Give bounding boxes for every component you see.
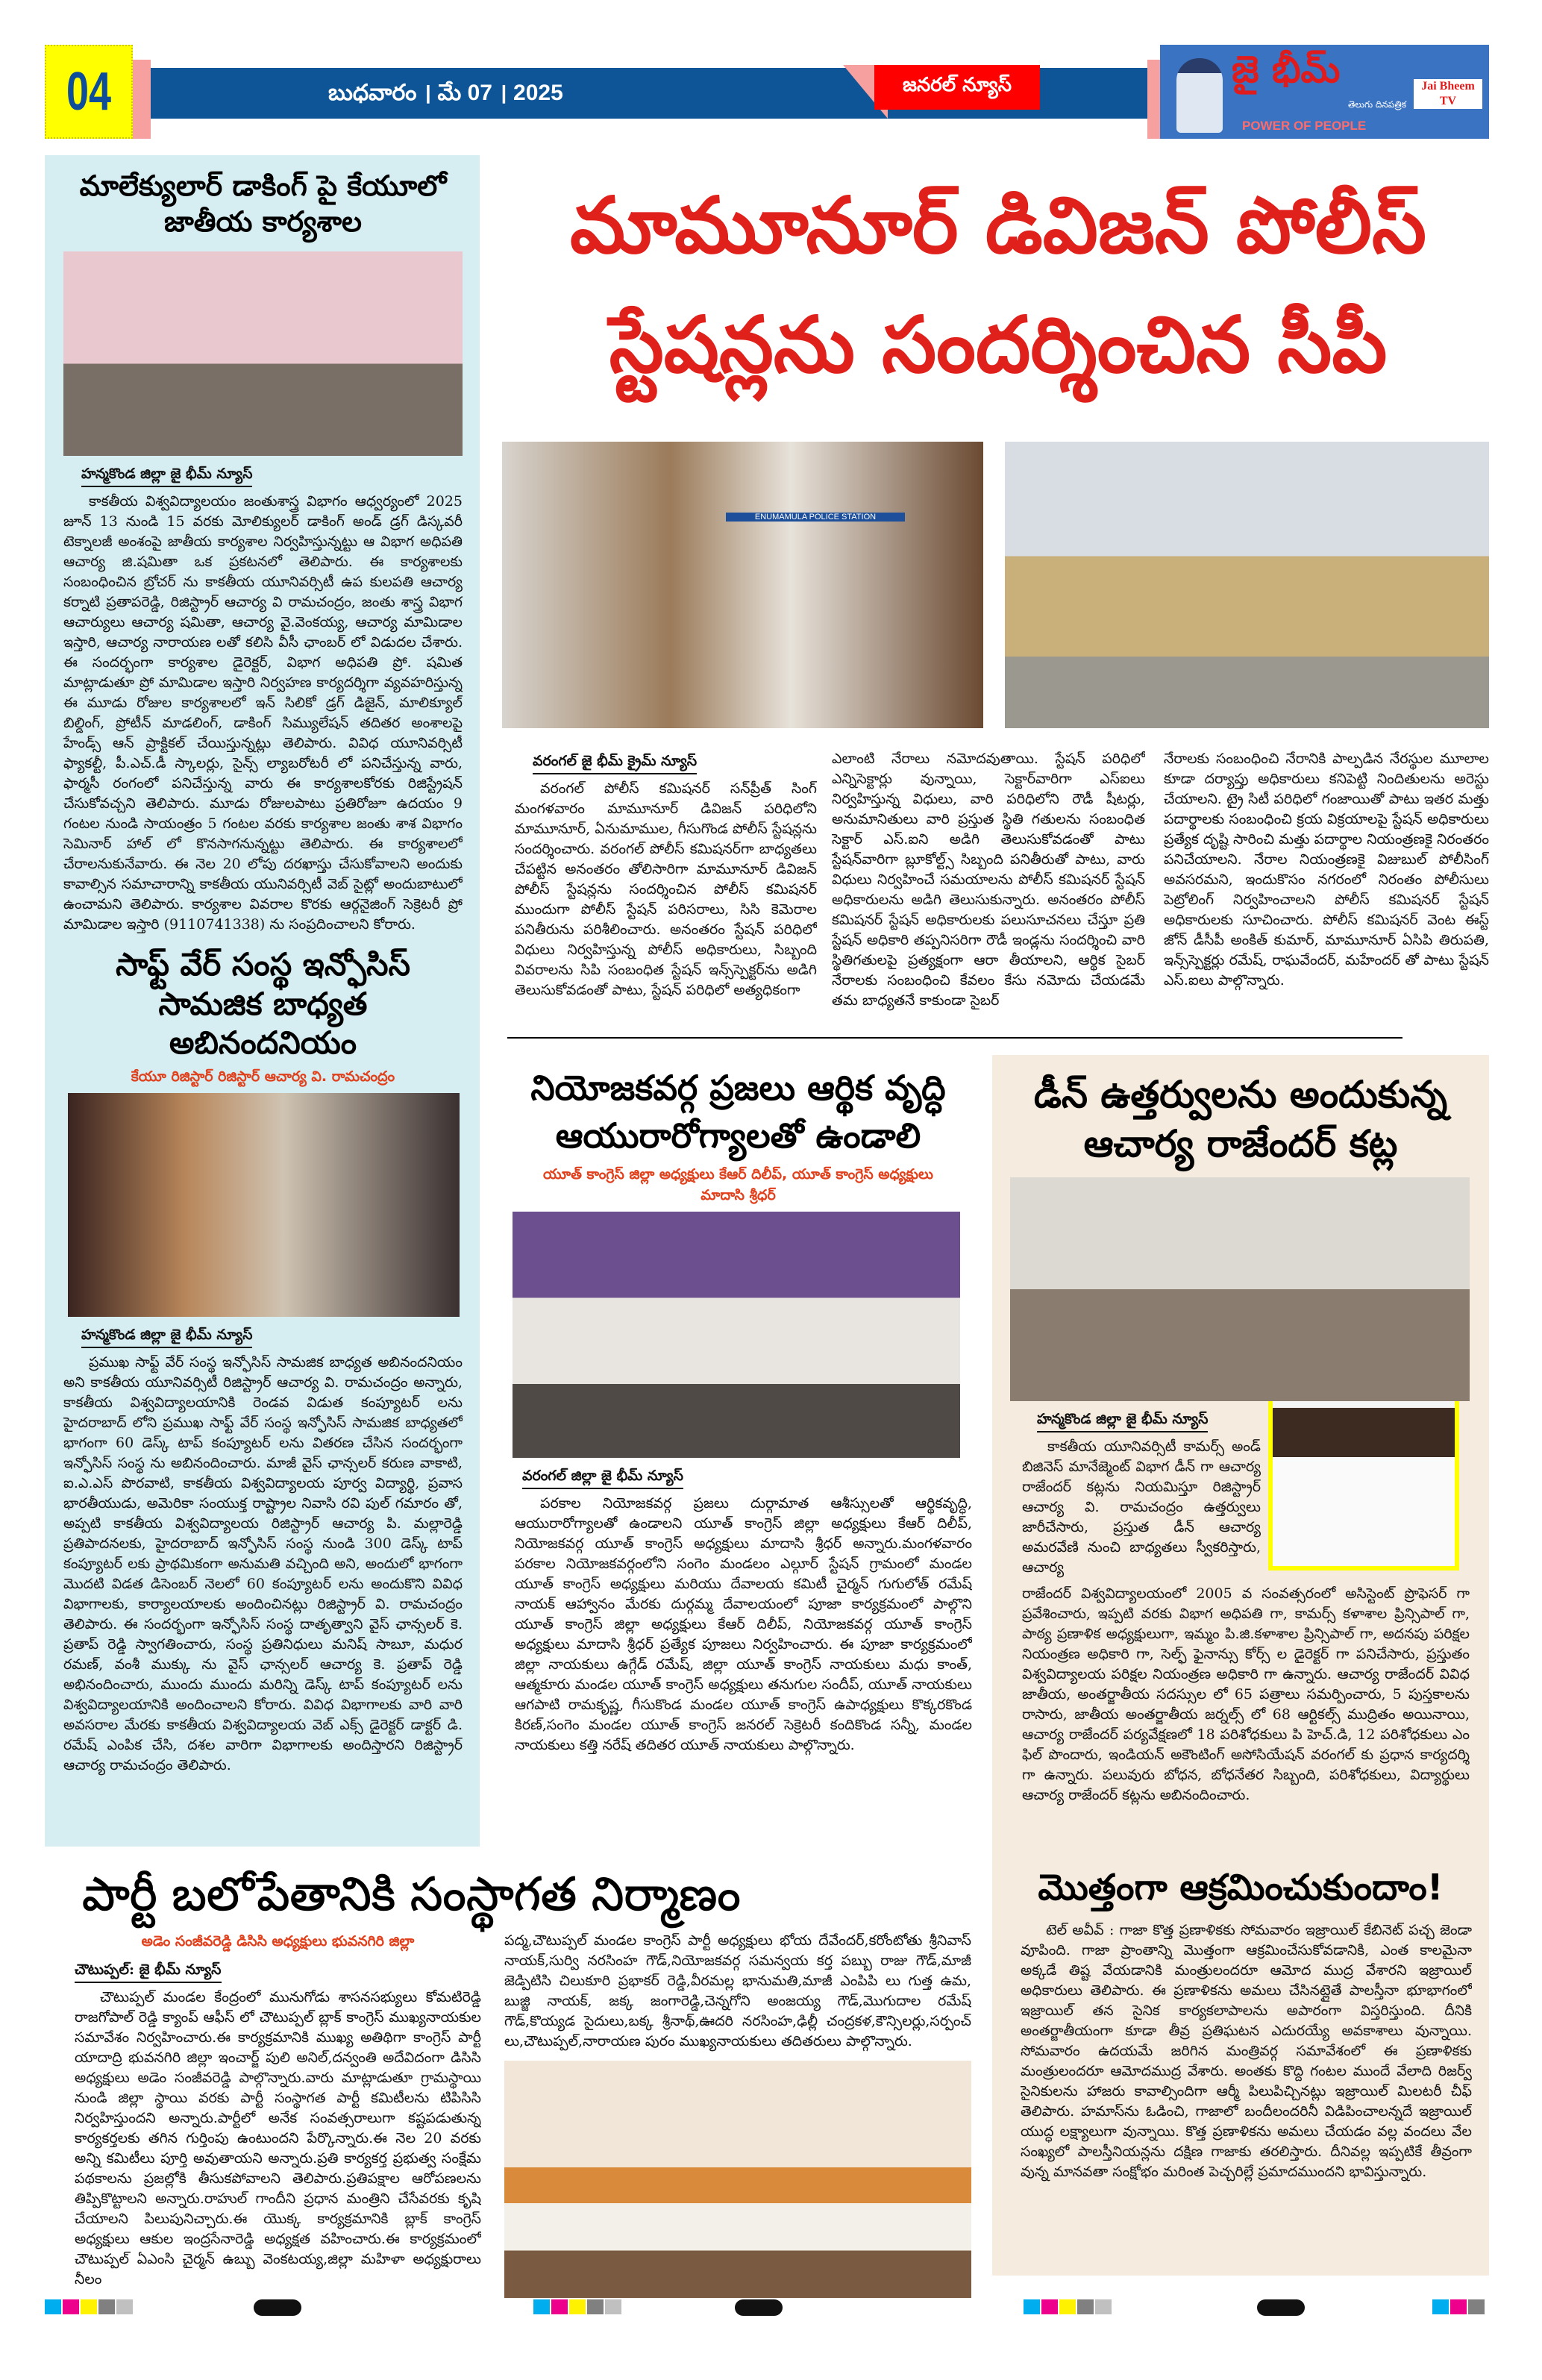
cp-outdoor-photo — [1005, 442, 1489, 728]
tv-logo: Jai Bheem TV — [1414, 79, 1482, 109]
left-column-content — [63, 169, 463, 1840]
dean-body-narrow: కాకతీయ యూనివర్సిటీ కామర్స్ అండ్ బిజినెస్ మానేజ్మెంట్ విభాగ డీన్ గా ఆచార్య రాజేందర్ కట్లను నియమిస్తూ రిజిస్ట్రార్ ఆచార్య వి. రామచంద్రం ఉత్తర్వులు జారీచేసారు, ప్రస్తుత డీన్ ఆచార్య అమరవేణి నుంచి బాధ్యతలు స్వీకరిస్తారు, ఆచార్య — [1022, 1438, 1261, 1576]
ambedkar-portrait — [1176, 58, 1223, 133]
dean-text-area — [1000, 1401, 1482, 1849]
page-number: 04 — [66, 62, 112, 122]
date-text: బుధవారం । మే 07 । 2025 — [328, 81, 563, 105]
party-meeting-photo — [504, 2061, 971, 2299]
logo-tagline: తెలుగు దినపత్రిక — [1347, 99, 1406, 110]
color-bar-1 — [45, 2299, 134, 2317]
page-number-tab — [133, 60, 151, 139]
youth-congress-subhead: యూత్ కాంగ్రెస్ జిల్లా అధ్యక్షులు కేఆర్ దిలీప్, యూత్ కాంగ్రెస్ అధ్యక్షులు మాదాసి శ్రీధర్ — [543, 1166, 933, 1203]
youth-congress-photo — [513, 1212, 960, 1458]
gaza-body: టెల్ అవీవ్ : గాజా కొత్త ప్రణాళికకు సోమవారం ఇజ్రాయిల్ కేబినెట్ పచ్చ జెండా వూపింది. గాజా ప్రాంతాన్ని మొత్తంగా ఆక్రమించేసుకోవడానికి, ఎంత కాలమైనా అక్కడే తిష్ట వేయడానికి మంత్రులందరూ ఆమోద ముద్ర వేశారని ఇజ్రాయిల్ అధికారులు తెలిపారు. ఈ ప్రణాళికను అమలు చేసినట్లైతే పాలస్తీనా భూభాగంలో ఇజ్రాయిల్ తన సైనిక కార్యకలాపాలను అపారంగా విస్తరిస్తుంది. దీనికి అంతర్జాతీయంగా కూడా తీవ్ర ప్రతిఘటన ఎదురయ్యే అవకాశాలు వున్నాయి. సోమవారం ఉదయమే జరిగిన మంత్రివర్గ సమావేశంలో ఈ ప్రణాళికకు మంత్రులందరూ ఆమోదముద్ర వేశారు. అంతకు కొద్ది గంటల ముందే వేలాది రిజర్వ్ సైనికులను హాజరు కావాల్సిందిగా ఆర్మీ పిలుపిచ్చినట్లు ఇజ్రాయిల్ మిలటరీ చీఫ్ తెలిపారు. హమాస్‌ను ఓడించి, గాజాలో బందీలందరినీ విడిపించాలన్నదే ఇజ్రాయిల్ యుద్ధ లక్ష్యాలుగా వున్నాయి. కొత్త ప్రణాళికను అమలు చేయడం వల్ల వందలు వేల సంఖ్యలో పాలస్తీనియన్లను దక్షిణ గాజాకు తరలిస్తారు. దీనివల్ల ఇప్పటికే తీవ్రంగా వున్న మానవతా సంక్షోభం మరింత పెచ్చరిల్లే ప్రమాదముందని భావిస్తున్నారు. — [1021, 1922, 1472, 2180]
crime-body-col3: నేరాలకు సంబంధించి నేరానికి పాల్పడిన నేరస్థుల మూలాల కూడా దర్యాప్తు అధికారులు కనిపెట్టి నిందితులను అరెస్టు చేయాలని. ట్రై సిటీ పరిధిలో గంజాయితో పాటు ఇతర మత్తు పదార్థాలకు సంబంధించి క్రయ విక్రయాలపై స్టేషన్ అధికారులు ప్రత్యేక దృష్టి సారించి మత్తు పదార్థాల నియంత్రణకై నిరంతరం పనిచేయాలని. నేరాల నియంత్రణకై విజుబుల్ పోలీసింగ్ అవసరమని, ఇందుకొసం నగరంలో నిరంతం పోలీసులు పెట్రోలింగ్ నిర్వహించాలని పోలీస్ కమిషనర్ స్టేషన్ అధికారులకు సూచించారు. పోలీస్ కమిషనర్ వెంట ఈస్ట్ జోన్ డీసీపీ అంకిత్ కుమార్, మామూనూర్ ఏసిపి తిరుపతి, ఇన్స్‌స్పెక్టర్లు రమేష్, రాఘవేందర్, మహేందర్ తో పాటు స్టేషన్ ఎస్.ఐలు పాల్గొన్నారు. — [1164, 751, 1489, 989]
crime-body-col1: వరంగల్ పోలీస్ కమిషనర్ సన్‌ప్రీత్ సింగ్ మంగళవారం మామూనూర్ డివిజన్ పరిధిలోని మామూనూర్, ఏనుమాముల, గీసుగొండ పోలీస్ స్టేషన్లను సందర్శించారు. వరంగల్ పోలీస్ కమిషనర్‌గా బాధ్యతలు చేపట్టిన అనంతరం తోలిసారిగా మామూనూర్ డివిజన్ పోలీస్ స్టేషన్లను సందర్శించిన పోలీస్ కమిషనర్ ముందుగా పోలీస్ స్టేషన్ పరిసరాలు, సిసి కెమెరాల పనితీరును పరిశీలించారు. అనంతరం స్టేషన్ పరిధిలో విధులు నిర్వహిస్తున్న పోలీస్ అధికారులు, సిబ్బంది వివరాలను సిపి సంబంధిత స్టేషన్ ఇన్స్‌స్పెక్టర్‌ను అడిగి తెలుసుకోవడంతో పాటు, స్టేషన్ పరిధిలో అత్యధికంగా — [515, 780, 817, 998]
color-bar-4 — [1432, 2299, 1486, 2317]
workshop-photo — [63, 251, 463, 456]
dean-byline: హన్మకొండ జిల్లా జై భీమ్ న్యూస్ — [1037, 1410, 1208, 1432]
infosys-byline: హన్మకొండ జిల్లా జై భీమ్ న్యూస్ — [81, 1326, 252, 1348]
color-bar-3 — [1024, 2299, 1113, 2317]
workshop-headline: మాలేక్యులార్ డాకింగ్ పై కేయూలో జాతీయ కార్యశాల — [79, 169, 447, 238]
color-bar-2 — [533, 2299, 623, 2317]
police-station-sign: ENUMAMULA POLICE STATION — [726, 513, 905, 522]
crime-byline: వరంగల్ జై భీమ్ క్రైమ్ న్యూస్ — [533, 752, 697, 774]
party-body-col2: పద్మ,చౌటుప్పల్ మండల కాంగ్రెస్ పార్టీ అధ్యక్షులు భోయ దేవేందర్,కరోంటోతు శ్రీనివాస్ నాయక్,సుర్వి నరసింహ గౌడ్,నియోజకవర్గ సమన్వయ కర్త పబ్బు రాజు గౌడ్,మాజీ జెడ్పిటిసి చిలుకూరి ప్రభాకర్ రెడ్డి,వీరమల్ల భానుమతి,మాజీ ఎంపిపి లు గుత్త ఉమ, బుజ్జి నాయక్, జక్క జంగారెడ్డి,చెన్నగోని అంజయ్య గౌడ్,మొగుదాల రమేష్ గౌడ్,కొయ్యడ సైదులు,బక్క శ్రీనాథ్,ఊదరి నరసింహ,ఢిల్లీ చంద్రకళ,కౌన్సిలర్లు,సర్పంచ్ లు,చౌటుప్పల్,నారాయణ పురం ముఖ్యనాయకులు తదితరులు పాల్గొన్నారు. — [504, 1932, 971, 2049]
page-number-box — [45, 45, 133, 139]
dean-order-photo — [1010, 1177, 1470, 1401]
main-headline: మామూనూర్ డివిజన్ పోలీస్ స్టేషన్లను సందర్శించిన సీపీ — [569, 180, 1427, 390]
gaza-headline: మొత్తంగా ఆక్రమించుకుందాం! — [1038, 1867, 1444, 1908]
party-subhead: అడెం సంజీవరెడ్డి డిసిసి అధ్యక్షులు భువనగిరి జిల్లా — [141, 1932, 415, 1950]
party-article — [75, 1865, 971, 2298]
youth-congress-body: పరకాల నియోజకవర్గ ప్రజలు దుర్గామాత ఆశీస్సులతో ఆర్థికవృద్ధి, ఆయురారోగ్యాలతో ఉండాలని యూత్ కాంగ్రెస్ జిల్లా అధ్యక్షులు కేఆర్ దిలీప్, నియోజకవర్గ యూత్ కాంగ్రెస్ అధ్యక్షులు మాదాసి శ్రీధర్ అన్నారు.మంగళవారం పరకాల నియోజకవర్గంలోని సంగెం మండలం ఎల్గూర్ స్టేషన్ గ్రామంలో మండల యూత్ కాంగ్రెస్ అధ్యక్షులు మరియు దేవాలయ కమిటీ చైర్మన్ గుగులోత్ రమేష్ నాయక్ ఆహ్వానం మేరకు దుర్గమ్మ దేవాలయంలో పూజా కార్యక్రమంలో పాల్గొని యూత్ కాంగ్రెస్ జిల్లా అధ్యక్షులు కేఆర్ దిలీప్, నియోజకవర్గ యూత్ కాంగ్రెస్ అధ్యక్షులు మాదాసి శ్రీధర్ ప్రత్యేక పూజలు నిర్వహించారు. ఈ పూజా కార్యక్రమంలో జిల్లా నాయకులు ఉగ్గేడ్ రమేష్, జిల్లా యూత్ కాంగ్రెస్ నాయకులు మధు కాంత్, ఆత్మకూరు మండల యూత్ కాంగ్రెస్ అధ్యక్షులు తనుగుల సందీప్, యూత్ నాయకులు ఆగపాటి రామకృష్ణ, గీసుకొండ మండల యూత్ కాంగ్రెస్ ఉపాధ్యక్షులు కొక్కరకొండ కిరణ్,సంగెం మండల యూత్ కాంగ్రెస్ జనరల్ సెక్రెటరీ కందికొండ సన్నీ, మండల నాయకులు కత్తి నరేష్ తదితర యూత్ నాయకులు పాల్గొన్నారు. — [515, 1495, 972, 1753]
youth-congress-byline: వరంగల్ జిల్లా జై భీమ్ న్యూస్ — [522, 1467, 683, 1489]
divider — [507, 1037, 1402, 1039]
logo-english: POWER OF PEOPLE — [1242, 119, 1367, 133]
registration-mark-3 — [1257, 2299, 1305, 2316]
section-tag — [874, 65, 1040, 110]
youth-congress-headline: నియోజకవర్గ ప్రజలు ఆర్థిక వృద్ధి ఆయురారోగ్యాలతో ఉండాలి — [530, 1068, 946, 1156]
party-headline: పార్టీ బలోపేతానికి సంస్థాగత నిర్మాణం — [82, 1867, 741, 1921]
infosys-body: ప్రముఖ సాఫ్ట్ వేర్ సంస్థ ఇన్ఫోసిస్ సామజిక బాధ్యత అబినందనియం అని కాకతీయ యూనివర్సిటీ రిజిస్ట్రార్ ఆచార్య వి. రామచంద్రం అన్నారు, కాకతీయ విశ్వవిద్యాలయానికి రెండవ విడుత కంప్యూటర్ లను హైదరాబాద్ లోని ప్రముఖ సాఫ్ట్ వేర్ సంస్థ ఇన్ఫోసిస్ సామజిక బాధ్యతలో భాగంగా 60 డెస్క్ టాప్ కంప్యూటర్ లను వితరణ చేసిన సందర్భంగా ఇన్ఫోసిస్ సంస్థ ను అబినందించారు. మాజీ వైస్ ఛాన్సలర్ కరుణ వాకాటి, ఐ.ఎ.ఎస్ పొరవాటి, కాకతీయ విశ్వవిద్యాలయ పూర్వ విద్యార్థి, ప్రవాస భారతీయుడు, అమెరికా సంయుక్త రాష్ట్రాల నివాసి రవి పుల్ గమారం తో, అప్పటి కాకతీయ విశ్వవిద్యాలయ రిజిస్ట్రార్ ఆచార్య పి. మల్లారెడ్డి ప్రతిపాదనలకు, హైదరాబాద్ ఇన్ఫోసిస్ సంస్థ నుండి 300 డెస్క్ టాప్ కంప్యూటర్ లకు ప్రాథమికంగా అనుమతి వచ్చింది అని, అందులో భాగంగా మొదటి విడత డిసెంబర్ నెలలో 60 కంప్యూటర్ లను అందుకొని వివిధ విభాగాలకు, కార్యాలయాలకు అందించినట్లు రిజిస్ట్రార్ వి. రామచంద్రం తెలిపారు. ఈ సందర్భంగా ఇన్ఫోసిస్ సంస్థ దాతృత్వాని వైస్ ఛాన్సలర్ కె. ప్రతాప్ రెడ్డి స్వాగతించారు, సంస్థ ప్రతినిధులు మనిష్ సాబూ, మధుర రమణ్, వంశీ ముక్కు ను వైస్ ఛాన్సలర్ ఆచార్య కె. ప్రతాప్ రెడ్డి అభినందించారు, ముందు ముందు మరిన్ని డెస్క్ టాప్ కంప్యూటర్ లను విశ్వవిద్యాలయానికి అందించాలని కోరారు. వివిధ విభాగాలకు వారి వారి అవసరాల మేరకు కాకతీయ విశ్వవిద్యాలయ వెబ్ ఎక్స్ డైరెక్టర్ డాక్టర్ డి. రమేష్ ఎంపిక చేసి, దశల వారిగా విభాగాలకు అందిస్తారని రిజిస్ట్రార్ ఆచార్య రామచంద్రం తెలిపారు. — [63, 1353, 463, 1773]
masthead-logo — [1160, 45, 1489, 139]
party-body-col1: చౌటుప్పల్ మండల కేంద్రంలో మునుగోడు శాసనసభ్యులు కోమటిరెడ్డి రాజగోపాల్ రెడ్డి క్యాంప్ ఆఫీస్ లో చౌటుప్పల్ బ్లాక్ కాంగ్రెస్ ముఖ్యనాయకుల సమావేశం నిర్వహించారు.ఈ కార్యక్రమానికి ముఖ్య అతిథిగా కాంగ్రెస్ పార్టీ యాదాద్రి భువనగిరి జిల్లా ఇంచార్జ్ పులి అనిల్,దన్వంతి అదేవిదంగా డిసిసి అధ్యక్షులు అడెం సంజీవరెడ్డి పాల్గొన్నారు.వారు మాట్లాడుతూ గ్రామస్థాయి నుండి జిల్లా స్థాయి వరకు పార్టీ సంస్థాగత పార్టీ కమిటీలను టిపిసిసి నిర్వహిస్తుందని అన్నారు.పార్టీలో అనేక సంవత్సరాలుగా కష్టపడుతున్న కార్యకర్తలకు తగిన గుర్తింపు ఉంటుందని పేర్కొన్నారు.ఈ నెల 20 వరకు అన్ని కమిటీలు పూర్తి అవుతాయని అన్నారు.ప్రతి కార్యకర్త ప్రభుత్వ సంక్షేమ పథకాలను ప్రజల్లోకి తీసుకపోవాలని తెలిపారు.ప్రతిపక్షాల ఆరోపణలను తిప్పికొట్టాలని అన్నారు.రాహుల్ గాందీని ప్రధాన మంత్రిని చేసేవరకు కృషి చేయాలని పిలుపునిచ్చారు.ఈ యొక్క కార్యక్రమానికి బ్లాక్ కాంగ్రెస్ అధ్యక్షులు ఆకుల ఇంద్రసేనారెడ్డి అధ్యక్షత వహించారు.ఈ కార్యక్రమంలో చౌటుప్పల్ ఏఎంసి చైర్మన్ ఉబ్బు వెంకటయ్య,జిల్లా మహిళా అధ్యక్షురాలు నీలం — [75, 1988, 481, 2287]
workshop-byline: హన్మకొండ జిల్లా జై భీమ్ న్యూస్ — [81, 465, 252, 487]
infosys-subhead: కేయూ రిజిస్టార్ రిజిస్టార్ ఆచార్య వి. రామచంద్రం — [131, 1068, 395, 1085]
infosys-headline: సాఫ్ట్ వేర్ సంస్థ ఇన్ఫోసిస్ సామజిక బాధ్యత అబినందనియం — [116, 946, 410, 1061]
section-label: జనరల్ న్యూస్ — [903, 74, 1012, 96]
gaza-article — [1000, 1865, 1482, 2223]
party-byline: చౌటుప్పల్: జై భీమ్ న్యూస్ — [75, 1961, 222, 1983]
cp-office-photo — [502, 442, 983, 728]
dean-body-wide: రాజేందర్ విశ్వవిద్యాలయంలో 2005 వ సంవత్సరంలో అసిస్టెంట్ ప్రొఫెసర్ గా ప్రవేశించారు, ఇప్పటి వరకు విభాగ అధిపతి గా, కామర్స్ కళాశాల ప్రిన్సిపాల్ గా, పాఠ్య ప్రణాళిక అధ్యక్షులుగా, ఇమ్మం పి.జి.కళాశాల ప్రిన్సిపాల్ గా, అదనపు పరిక్షల నియంత్రణ అధికారి గా, సెల్ఫ్ ఫైనాన్సు కోర్స్ ల డైరెక్టర్ గా పనిచేసారు, ప్రస్తుతం విశ్వవిద్యాలయ పరిక్షల నియంత్రణ అధికారి గా ఉన్నారు. ఆచార్య రాజేందర్ వివిధ జాతీయ, అంతర్జాతీయ సదస్సుల లో 65 పత్రాలు సమర్పించారు, 5 పుస్తకాలను రాసారు, జాతీయ అంతర్జాతీయ జర్నల్స్ లో 68 ఆర్టికల్స్ ముద్రితం అయినాయి, ఆచార్య రాజేందర్ పర్యవేక్షణలో 18 పరిశోధకులు పి హెచ్.డి, 12 పరిశోధకులు ఎం ఫిల్ పొందారు, ఇండియన్ అకౌంటింగ్ అసోసియేషన్ వరంగల్ కు ప్రధాన కార్యదర్శి గా ఉన్నారు. పలువురు బోధన, బోధనేతర సిబ్బంది, పరిశోధకులు, విద్యార్థులు ఆచార్య రాజేందర్ కట్లను అబినందించారు. — [1022, 1585, 1470, 1803]
logo-title: జై భీమ్ — [1232, 48, 1341, 91]
workshop-body: కాకతీయ విశ్వవిద్యాలయం జంతుశాస్త్ర విభాగం ఆధ్వర్యంలో 2025 జూన్ 13 నుండి 15 వరకు మోలిక్యులర్ డాకింగ్ అండ్ డ్రగ్ డిస్కవరీ టెక్నాలజీ అంశంపై జాతీయ కార్యశాల నిర్వహిస్తున్నట్టు ఆ విభాగ అధిపతి ఆచార్య జి.షమితా ఒక ప్రకటనలో తెలిపారు. ఈ కార్యశాలకు సంబంధించిన బ్రోచర్ ను కాకతీయ యూనివర్సిటీ ఉప కులపతి ఆచార్య కర్నాటి ప్రతాపరెడ్డి, రిజిస్ట్రార్ ఆచార్య వి రామచంద్రం, జంతు శాస్త్ర విభాగ ఆచార్యులు ఆచార్య షమితా, ఆచార్య వై.వెంకయ్య, ఆచార్య మామిడాల ఇస్తారి, ఆచార్య నారాయణ లతో కలిసి వీసీ ఛాంబర్ లో విడుదల చేశారు. ఈ సందర్భంగా కార్యశాల డైరెక్టర్, విభాగ అధిపతి ప్రో. షమిత మాట్లాడుతూ ప్రో మామిడాల ఇస్తారి నిర్వహణ కార్యదర్శిగా వ్యవహరిస్తున్న ఈ మూడు రోజుల కార్యశాలలో ఇన్ సిలికో డ్రగ్ డిజైన్, మాలిక్యూల్ బిల్డింగ్, ప్రోటీన్ మాడలింగ్, డాకింగ్ సిమ్యులేషన్ తదితర అంశాలపై హేండ్స్ ఆన్ ప్రాక్టికల్ చేయిస్తున్నట్లు తెలిపారు. వివిధ యూనివర్సిటీ ఫ్యాకల్టీ, పీ.ఎచ్.డీ స్కాలర్లు, సైన్స్ ల్యాబరోటరీ లో పనిచేస్తున్న వారు, ఫార్మసీ రంగంలో పనిచేస్తున్న వారు ఈ కార్యశాలకోరకు రిజిస్ట్రేషన్ చేసుకోవచ్చని తెలిపారు. మూడు రోజులపాటు ప్రతిరోజూ ఉదయం 9 గంటల నుండి సాయంత్రం 5 గంటల వరకు కార్యశాల జంతు శాశ విభాగం సెమినార్ హాల్ లో కొనసాగనున్నట్టు తెలిపారు. ఈ కార్యశాలలో చేరాలనుకునేవారు. ఈ నెల 20 లోపు దరఖాస్తు చేసుకోవాలని అందుకు కావాల్సిన సమాచారాన్ని కాకతీయ యునివర్సిటీ వెబ్ సైట్లో అందుబాటులో ఉంచామని తెలిపారు. కార్యశాల వివరాల కొరకు ఆర్గనైజింగ్ సెక్రెటరీ ప్రో మామిడాల ఇస్తారి (9110741338) ను సంప్రదించాలని కోరారు. — [63, 493, 463, 933]
dean-article — [1000, 1070, 1482, 1849]
crime-col1 — [515, 752, 817, 1031]
dean-headline: డీన్ ఉత్తర్వులను అందుకున్న ఆచార్య రాజేందర్ కట్ల — [1033, 1073, 1448, 1165]
dean-portrait — [1268, 1401, 1459, 1571]
youth-congress-article — [504, 1064, 972, 1844]
infosys-photo — [68, 1093, 460, 1317]
crime-body-col2: ఎలాంటి నేరాలు నమోదవుతాయి. స్టేషన్ పరిధిలో ఎన్నిసెక్టార్లు వున్నాయి, సెక్టార్‌వారిగా ఎస్ఐలు నిర్వహిస్తున్న విధులు, వారి పరిధిలోని రౌడీ షీటర్లు, అనుమానితులు వారి ప్రస్తుత స్థితి గతులను సంబంధిత సెక్టార్ ఎస్.ఐని అడిగి తెలుసుకోవడంతో పాటు స్టేషన్‌వారిగా బ్లూకోల్ట్స్ సిబ్బంది పనితీరుతో పాటు, వారు విధులు నిర్వహించే సమయాలను పోలీస్ కమిషనర్ స్టేషన్ అధికారులను అడిగి తెలుసుకున్నారు. అనంతరం పోలీస్ కమిషనర్ స్టేషన్ అధికారులకు పలుసూచనలు చేస్తూ ప్రతి స్టేషన్ అధికారి తప్పనిసరిగా రౌడీ ఇండ్లను సందర్శించి వారి స్థితిగతులపై ప్రత్యక్షంగా ఆరా తీయాలని, ఆర్థిక సైబర్ నేరాలకు సంబంధించి కేవలం కేసు నమోదు చేయడమే తమ బాధ్యతనే కాకుండా సైబర్ — [832, 751, 1145, 1009]
registration-mark-2 — [735, 2299, 783, 2316]
registration-mark-1 — [254, 2299, 301, 2316]
